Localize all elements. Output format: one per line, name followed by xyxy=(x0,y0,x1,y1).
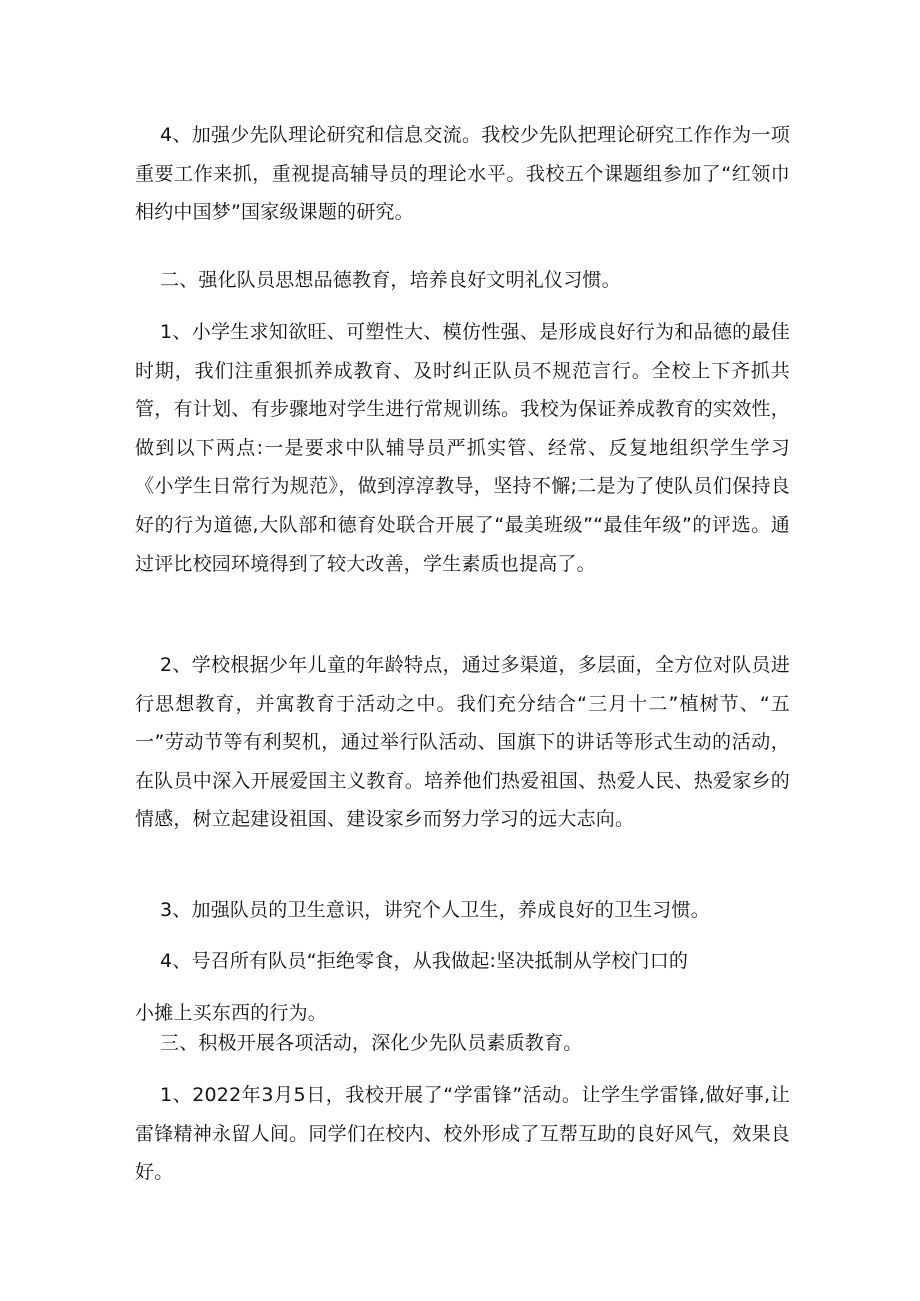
section-heading-moral-education: 二、强化队员思想品德教育，培养良好文明礼仪习惯。 xyxy=(160,269,621,291)
paragraph-no-snacks: 4、号召所有队员“拒绝零食，从我做起:坚决抵制从学校门口的 xyxy=(160,950,689,972)
section-heading-activities: 三、积极开展各项活动，深化少先队员素质教育。 xyxy=(160,1032,583,1054)
paragraph-lei-feng-activity: 1、2022年3月5日，我校开展了“学雷锋”活动。让学生学雷锋,做好事,让雷锋精神永留人间。同学们在校内、校外形成了互帮互助的良好风气，效果良好。 xyxy=(135,1084,790,1184)
paragraph-theory-research: 4、加强少先队理论研究和信息交流。我校少先队把理论研究工作作为一项重要工作来抓，重视提高辅导员的理论水平。我校五个课题组参加了“红领巾相约中国梦”国家级课题的研究。 xyxy=(135,124,790,224)
paragraph-ideological-education: 2、学校根据少年儿童的年龄特点，通过多渠道，多层面，全方位对队员进行思想教育，并寓教育于活动之中。我们充分结合“三月十二”植树节、“五一”劳动节等有利契机，通过举行队活动、国旗下的讲话等形式生动的活动，在队员中深入开展爱国主义教育。培养他们热爱祖国、热爱人民、热爱家乡的情感，树立起建设祖国、建设家乡而努力学习的远大志向。 xyxy=(135,654,790,831)
paragraph-hygiene: 3、加强队员的卫生意识，讲究个人卫生，养成良好的卫生习惯。 xyxy=(160,899,710,921)
paragraph-no-snacks-continued: 小摊上买东西的行为。 xyxy=(135,1002,328,1024)
paragraph-habit-education: 1、小学生求知欲旺、可塑性大、模仿性强、是形成良好行为和品德的最佳时期，我们注重狠抓养成教育、及时纠正队员不规范言行。全校上下齐抓共管，有计划、有步骤地对学生进行常规训练。我校为保证养成教育的实效性，做到以下两点:一是要求中队辅导员严抓实管、经常、反复地组织学生学习《小学生日常行为规范》，做到淳淳教导，坚持不懈;二是为了使队员们保持良好的行为道德,大队部和德育处联合开展了“最美班级”“最佳年级”的评选。通过评比校园环境得到了较大改善，学生素质也提高了。 xyxy=(135,321,790,575)
